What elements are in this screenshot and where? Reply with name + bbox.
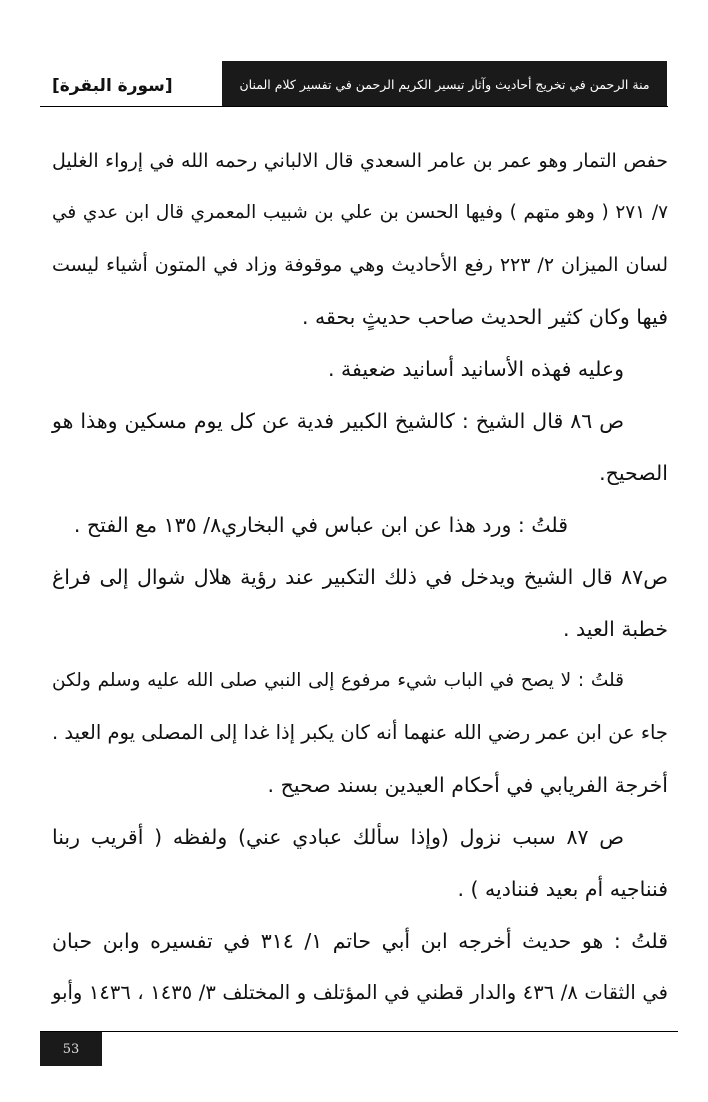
text-line: ص٨٧ قال الشيخ ويدخل في ذلك التكبير عند رؤية هلال شوال إلى فراغ [52,565,668,589]
text-line: فنناجيه أم بعيد فنناديه ) . [457,877,668,901]
surah-label: [سورة البقرة] [52,76,173,96]
page-number-box [40,1032,102,1066]
text-line: حفص التمار وهو عمر بن عامر السعدي قال الالباني رحمه الله في إرواء الغليل [52,150,668,172]
text-line: خطبة العيد . [563,617,668,641]
text-line: لسان الميزان ٢/ ٢٢٣ رفع الأحاديث وهي موقوفة وزاد في المتون أشياء ليست [52,254,668,276]
text-line: قلتُ : لا يصح في الباب شيء مرفوع إلى النبي صلى الله عليه وسلم ولكن [52,670,624,691]
text-line: فيها وكان كثير الحديث صاحب حديثٍ بحقه . [301,305,668,329]
text-line: قلتُ : هو حديث أخرجه ابن أبي حاتم ١/ ٣١٤ في تفسيره وابن حبان [52,929,668,953]
header-divider [40,106,668,107]
page-body [52,135,668,1019]
text-line: الصحيح. [599,461,668,485]
text-line: ص ٨٦ قال الشيخ : كالشيخ الكبير فدية عن كل يوم مسكين وهذا هو [52,409,624,433]
text-line: جاء عن ابن عمر رضي الله عنهما أنه كان يكبر إذا غدا إلى المصلى يوم العيد . [52,721,668,744]
text-line: ص ٨٧ سبب نزول (وإذا سألك عبادي عني) ولفظه ( أقريب ربنا [52,825,624,849]
text-line: أخرجة الفريابي في أحكام العيدين بسند صحيح . [267,773,668,797]
page-number: 53 [62,1041,80,1057]
book-title: منة الرحمن في تخريج أحاديث وآثار تيسير الكريم الرحمن في تفسير كلام المنان [239,76,650,92]
text-line: وعليه فهذه الأسانيد أسانيد ضعيفة . [327,357,624,381]
text-line: ٧/ ٢٧١ ( وهو متهم ) وفيها الحسن بن علي بن شبيب المعمري قال ابن عدي في [52,202,668,223]
book-title-banner [222,61,667,107]
text-line: في الثقات ٨/ ٤٣٦ والدار قطني في المؤتلف و المختلف ٣/ ١٤٣٥ ، ١٤٣٦ وأبو [52,981,668,1004]
footer-divider [40,1031,678,1032]
text-line: قلتُ : ورد هذا عن ابن عباس في البخاري٨/ ١٣٥ مع الفتح . [73,513,568,537]
